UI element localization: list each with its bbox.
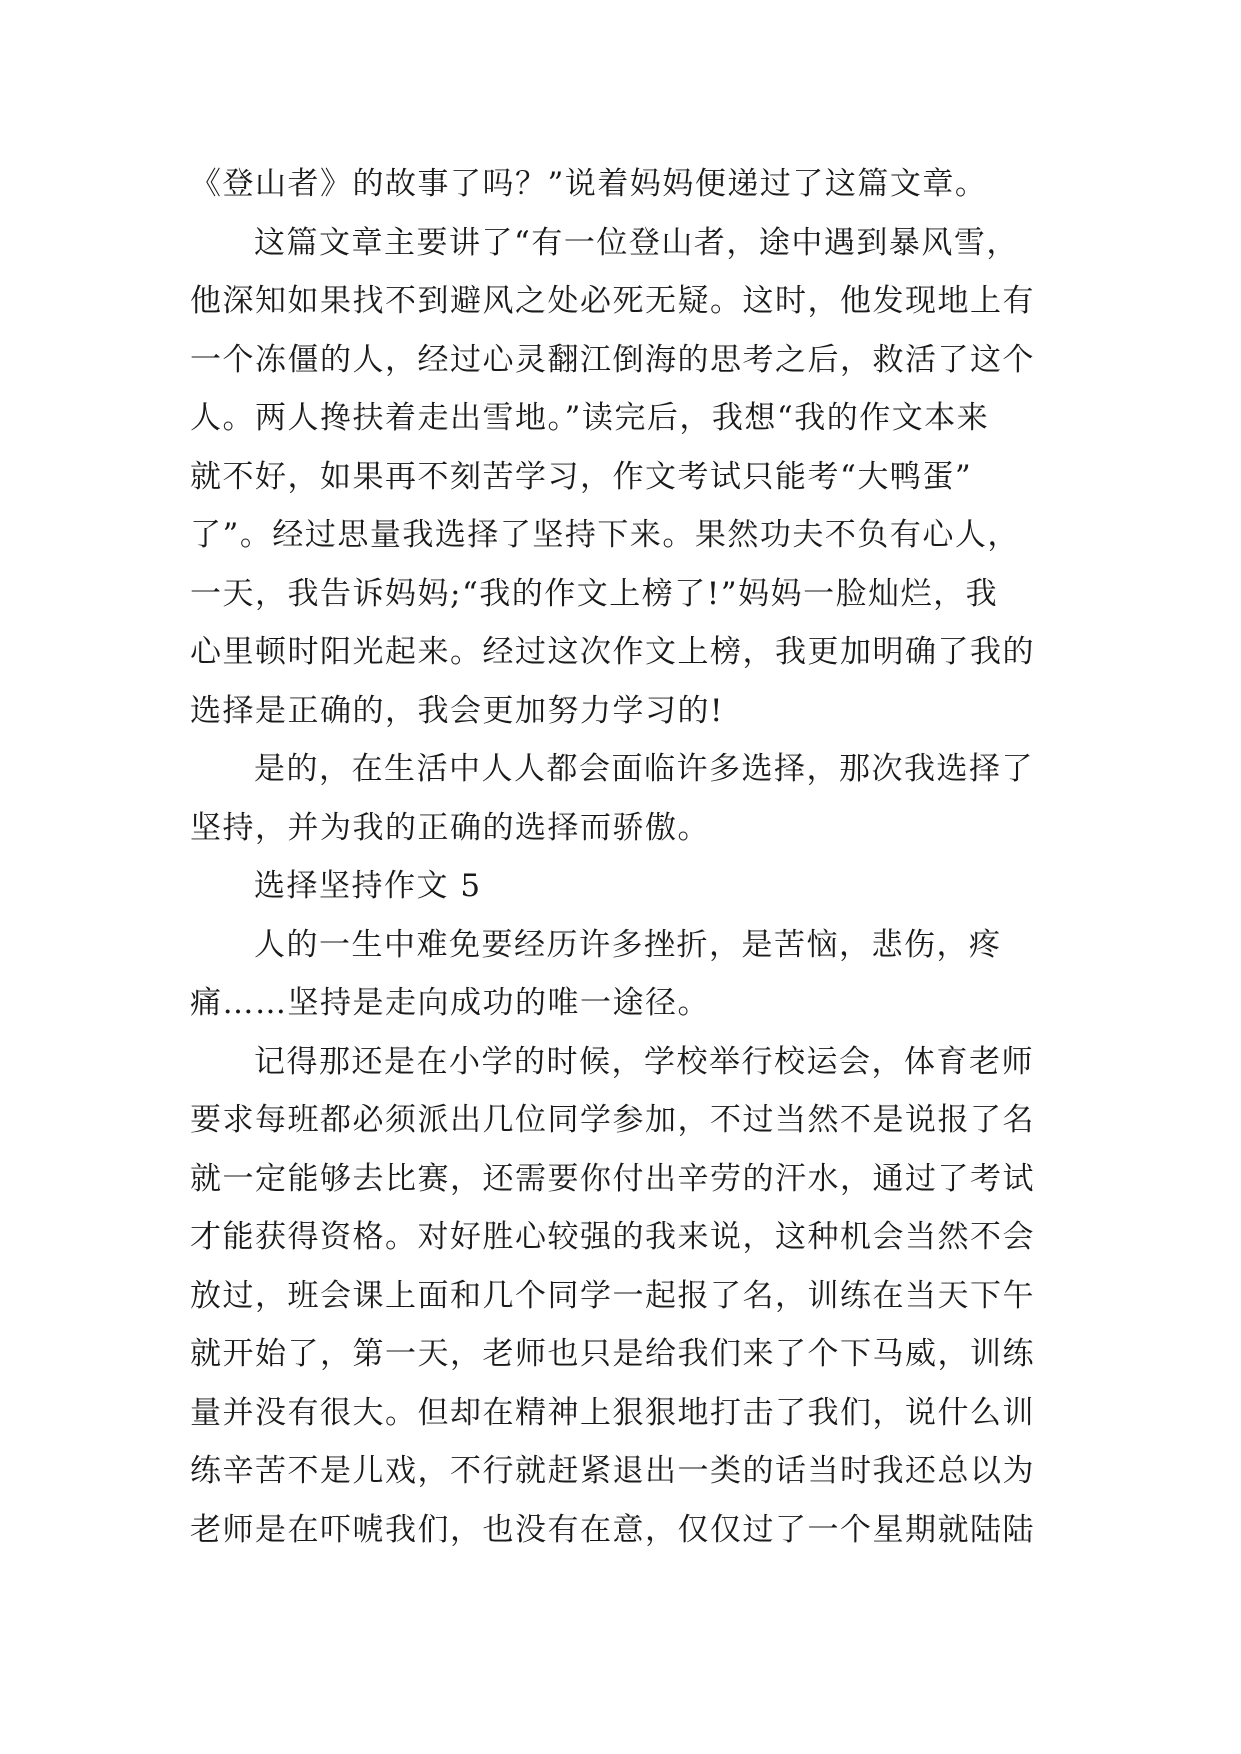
- text-line: 选择是正确的，我会更加努力学习的!: [190, 692, 724, 729]
- paragraph-start-line: 这篇文章主要讲了“有一位登山者，途中遇到暴风雪，: [254, 224, 1019, 261]
- text-line: 老师是在吓唬我们，也没有在意，仅仅过了一个星期就陆陆: [190, 1511, 1035, 1548]
- text-line: 他深知如果找不到避风之处必死无疑。这时，他发现地上有: [190, 283, 1035, 319]
- text-line: 心里顿时阳光起来。经过这次作文上榜，我更加明确了我的: [190, 634, 1035, 670]
- text-line: 人。两人搀扶着走出雪地。”读完后，我想“我的作文本来: [190, 400, 990, 436]
- paragraph-start-line: 人的一生中难免要经历许多挫折，是苦恼，悲伤，疼: [254, 926, 1002, 963]
- text-line: 坚持，并为我的正确的选择而骄傲。: [190, 809, 710, 846]
- text-line: 痛……坚持是走向成功的唯一途径。: [190, 985, 710, 1021]
- paragraph-start-line: 记得那还是在小学的时候，学校举行校运会，体育老师: [254, 1043, 1034, 1080]
- text-line: 就一定能够去比赛，还需要你付出辛劳的汗水，通过了考试: [190, 1160, 1035, 1197]
- text-line: 量并没有很大。但却在精神上狠狠地打击了我们，说什么训: [190, 1394, 1035, 1431]
- paragraph-start-line: 是的，在生活中人人都会面临许多选择，那次我选择了: [254, 751, 1034, 787]
- text-line: 就不好，如果再不刻苦学习，作文考试只能考“大鸭蛋”: [190, 458, 973, 495]
- text-line: 《登山者》的故事了吗？”说着妈妈便递过了这篇文章。: [190, 166, 988, 202]
- document-body: [190, 155, 1058, 1559]
- text-line: 要求每班都必须派出几位同学参加，不过当然不是说报了名: [190, 1102, 1035, 1138]
- text-line: 就开始了，第一天，老师也只是给我们来了个下马威，训练: [190, 1336, 1035, 1372]
- text-line: 放过，班会课上面和几个同学一起报了名，训练在当天下午: [190, 1277, 1035, 1314]
- text-line: 了”。经过思量我选择了坚持下来。果然功夫不负有心人，: [190, 517, 1020, 553]
- section-heading: 选择坚持作文 5: [254, 868, 482, 904]
- text-line: 一天，我告诉妈妈;“我的作文上榜了!”妈妈一脸灿烂，我: [190, 575, 999, 612]
- text-line: 一个冻僵的人，经过心灵翻江倒海的思考之后，救活了这个: [190, 341, 1035, 378]
- text-line: 才能获得资格。对好胜心较强的我来说，这种机会当然不会: [190, 1219, 1035, 1255]
- text-line: 练辛苦不是儿戏，不行就赶紧退出一类的话当时我还总以为: [190, 1453, 1035, 1489]
